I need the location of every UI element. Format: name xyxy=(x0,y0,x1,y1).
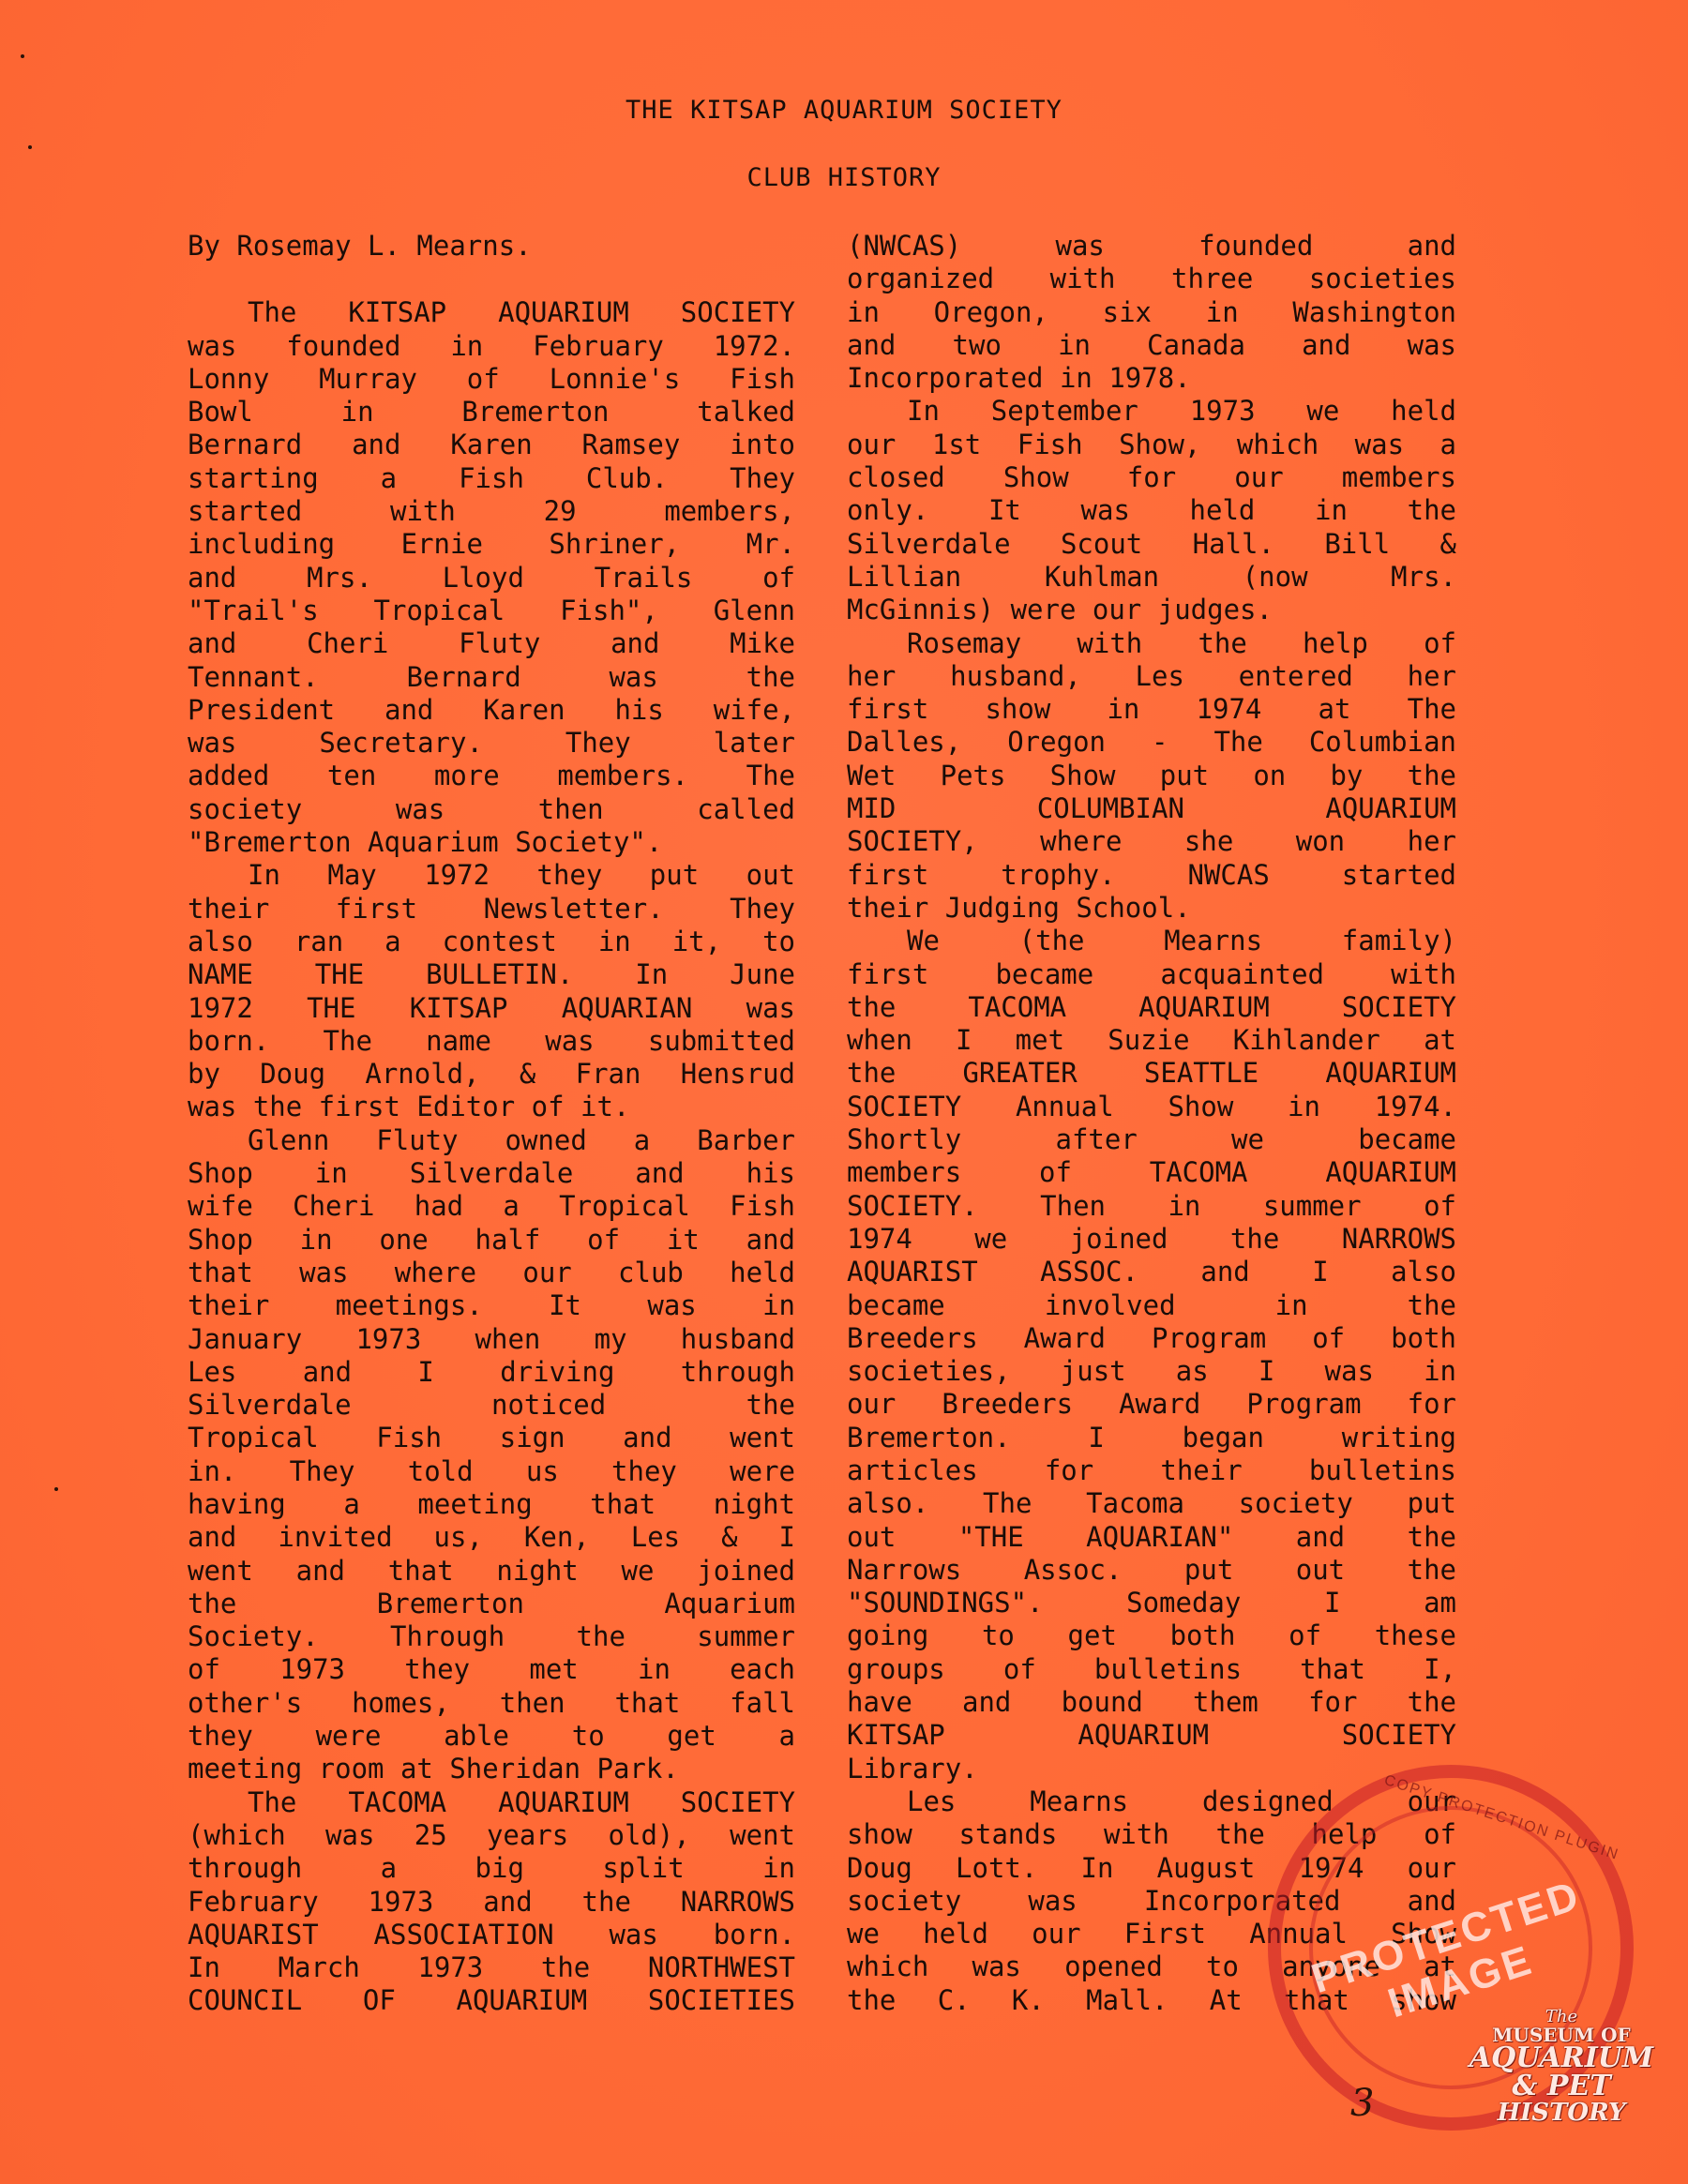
text-line: SOCIETY, where she won her xyxy=(847,825,1456,858)
text-line: "Bremerton Aquarium Society". xyxy=(188,826,663,859)
text-line: Glenn Fluty owned a Barber xyxy=(248,1123,795,1156)
speck xyxy=(54,1487,58,1491)
text-line: when I met Suzie Kihlander at xyxy=(847,1024,1456,1057)
text-line: Narrows Assoc. put out the xyxy=(847,1553,1456,1586)
text-line: President and Karen his wife, xyxy=(188,693,795,726)
text-line: organized with three societies xyxy=(847,263,1456,295)
text-line: By Rosemay L. Mearns. xyxy=(188,230,532,262)
text-line: Dalles, Oregon - The Columbian xyxy=(847,726,1456,759)
text-line: was Secretary. They later xyxy=(188,727,795,760)
text-line: wife Cheri had a Tropical Fish xyxy=(188,1190,795,1223)
text-line: of 1973 they met in each xyxy=(188,1653,795,1686)
text-line: NAME THE BULLETIN. In June xyxy=(188,958,795,991)
text-line: show stands with the help of xyxy=(847,1818,1456,1851)
text-line: first became acquainted with xyxy=(847,957,1456,990)
text-line: In March 1973 the NORTHWEST xyxy=(188,1951,795,1984)
text-line: added ten more members. The xyxy=(188,760,795,792)
text-line: Bowl in Bremerton talked xyxy=(188,396,795,429)
text-line: meeting room at Sheridan Park. xyxy=(188,1753,679,1785)
text-line: that was where our club held xyxy=(188,1256,795,1288)
text-line: Bremerton. I began writing xyxy=(847,1421,1456,1453)
text-line: closed Show for our members xyxy=(847,461,1456,494)
text-line: "Trail's Tropical Fish", Glenn xyxy=(188,594,795,626)
text-line: Shop in Silverdale and his xyxy=(188,1157,795,1190)
text-line: became involved in the xyxy=(847,1288,1456,1321)
text-line: their first Newsletter. They xyxy=(188,892,795,925)
text-line: "SOUNDINGS". Someday I am xyxy=(847,1587,1456,1619)
text-line: which was opened to anyone at xyxy=(847,1951,1456,1983)
speck xyxy=(21,54,24,58)
text-line: (NWCAS) was founded and xyxy=(847,230,1456,262)
text-line: and Cheri Fluty and Mike xyxy=(188,627,795,660)
text-line: 1974 we joined the NARROWS xyxy=(847,1222,1456,1255)
speck xyxy=(28,145,32,149)
section-title: CLUB HISTORY xyxy=(746,163,942,192)
text-line: January 1973 when my husband xyxy=(188,1322,795,1355)
text-line: was the first Editor of it. xyxy=(188,1091,630,1123)
text-line: SOCIETY. Then in summer of xyxy=(847,1189,1456,1222)
text-line: society was Incorporated and xyxy=(847,1884,1456,1917)
text-line: Rosemay with the help of xyxy=(907,626,1456,659)
text-line: our Breeders Award Program for xyxy=(847,1388,1456,1421)
text-line: AQUARIST ASSOCIATION was born. xyxy=(188,1918,795,1951)
text-line: other's homes, then that fall xyxy=(188,1686,795,1719)
text-line: Society. Through the summer xyxy=(188,1620,795,1653)
text-line: Breeders Award Program of both xyxy=(847,1321,1456,1354)
text-line: members of TACOMA AQUARIUM xyxy=(847,1156,1456,1189)
text-line: in. They told us they were xyxy=(188,1454,795,1487)
text-line: the TACOMA AQUARIUM SOCIETY xyxy=(847,990,1456,1023)
text-line: The TACOMA AQUARIUM SOCIETY xyxy=(248,1785,795,1818)
text-line: was founded in February 1972. xyxy=(188,329,795,362)
text-line: Lillian Kuhlman (now Mrs. xyxy=(847,560,1456,593)
text-line: our 1st Fish Show, which was a xyxy=(847,428,1456,460)
text-line: Tropical Fish sign and went xyxy=(188,1422,795,1454)
text-line: their meetings. It was in xyxy=(188,1289,795,1322)
text-line: and invited us, Ken, Les & I xyxy=(188,1521,795,1554)
text-line: the GREATER SEATTLE AQUARIUM xyxy=(847,1057,1456,1090)
text-line: the Bremerton Aquarium xyxy=(188,1587,795,1619)
text-line: We (the Mearns family) xyxy=(907,925,1456,957)
text-line: including Ernie Shriner, Mr. xyxy=(188,528,795,561)
text-line: out "THE AQUARIAN" and the xyxy=(847,1520,1456,1553)
museum-logo-aquarium-pet: AQUARIUM & PET xyxy=(1469,2041,1654,2102)
text-line: they were able to get a xyxy=(188,1720,795,1753)
text-line: SOCIETY Annual Show in 1974. xyxy=(847,1090,1456,1122)
text-line: Wet Pets Show put on by the xyxy=(847,759,1456,791)
protected-image-watermark: PROTECTED IMAGE xyxy=(1305,1872,1587,2027)
text-line: Shortly after we became xyxy=(847,1123,1456,1156)
museum-logo-museum-of: MUSEUM OF xyxy=(1492,2024,1631,2046)
text-line: In May 1972 they put out xyxy=(248,859,795,892)
text-line: their Judging School. xyxy=(847,891,1191,924)
text-line: COUNCIL OF AQUARIUM SOCIETIES xyxy=(188,1984,795,2017)
museum-logo xyxy=(1458,2009,1665,2125)
text-line: Silverdale Scout Hall. Bill & xyxy=(847,527,1456,560)
right-text-column xyxy=(847,230,1456,2017)
stamp-arc-text: COPY PROTECTION PLUGIN xyxy=(1381,1771,1621,1864)
text-line: McGinnis) were our judges. xyxy=(847,594,1273,626)
text-line: we held our First Annual Show xyxy=(847,1918,1456,1951)
text-line: In September 1973 we held xyxy=(907,395,1456,428)
text-line: Silverdale noticed the xyxy=(188,1389,795,1422)
text-line: Bernard and Karen Ramsey into xyxy=(188,429,795,461)
text-line: having a meeting that night xyxy=(188,1487,795,1520)
text-line: groups of bulletins that I, xyxy=(847,1652,1456,1685)
text-line: starting a Fish Club. They xyxy=(188,461,795,494)
text-line: only. It was held in the xyxy=(847,494,1456,527)
text-line: KITSAP AQUARIUM SOCIETY xyxy=(847,1719,1456,1752)
text-line: have and bound them for the xyxy=(847,1686,1456,1719)
society-title: THE KITSAP AQUARIUM SOCIETY xyxy=(625,96,1063,125)
text-line: 1972 THE KITSAP AQUARIAN was xyxy=(188,991,795,1024)
text-line: first show in 1974 at The xyxy=(847,693,1456,726)
text-line: first trophy. NWCAS started xyxy=(847,858,1456,891)
left-text-column xyxy=(188,230,795,2018)
text-line: went and that night we joined xyxy=(188,1554,795,1587)
text-line: Doug Lott. In August 1974 our xyxy=(847,1851,1456,1884)
text-line: Les Mearns designed our xyxy=(907,1785,1456,1817)
text-line: society was then called xyxy=(188,792,795,825)
text-line: Library. xyxy=(847,1752,978,1785)
text-line: Les and I driving through xyxy=(188,1355,795,1388)
text-line: through a big split in xyxy=(188,1852,795,1885)
text-line: MID COLUMBIAN AQUARIUM xyxy=(847,792,1456,825)
text-line: the C. K. Mall. At that show xyxy=(847,1983,1456,2016)
text-line: societies, just as I was in xyxy=(847,1355,1456,1388)
text-line: articles for their bulletins xyxy=(847,1453,1456,1486)
text-line: Incorporated in 1978. xyxy=(847,362,1191,395)
text-line: in Oregon, six in Washington xyxy=(847,295,1456,328)
text-line: Tennant. Bernard was the xyxy=(188,660,795,693)
text-line: AQUARIST ASSOC. and I also xyxy=(847,1256,1456,1288)
text-line: and two in Canada and was xyxy=(847,328,1456,361)
text-line: Shop in one half of it and xyxy=(188,1223,795,1256)
museum-logo-history: HISTORY xyxy=(1497,2099,1626,2127)
page-number: 3 xyxy=(1350,2082,1375,2125)
text-line: started with 29 members, xyxy=(188,495,795,528)
text-line: (which was 25 years old), went xyxy=(188,1818,795,1851)
text-line: also ran a contest in it, to xyxy=(188,925,795,957)
text-line: and Mrs. Lloyd Trails of xyxy=(188,561,795,594)
text-line: February 1973 and the NARROWS xyxy=(188,1885,795,1918)
text-line: The KITSAP AQUARIUM SOCIETY xyxy=(248,296,795,329)
text-line: by Doug Arnold, & Fran Hensrud xyxy=(188,1058,795,1091)
museum-logo-the: The xyxy=(1545,2007,1578,2026)
text-line: Lonny Murray of Lonnie's Fish xyxy=(188,362,795,395)
text-line: also. The Tacoma society put xyxy=(847,1487,1456,1520)
text-line: her husband, Les entered her xyxy=(847,659,1456,692)
text-line: born. The name was submitted xyxy=(188,1024,795,1057)
text-line: going to get both of these xyxy=(847,1619,1456,1652)
